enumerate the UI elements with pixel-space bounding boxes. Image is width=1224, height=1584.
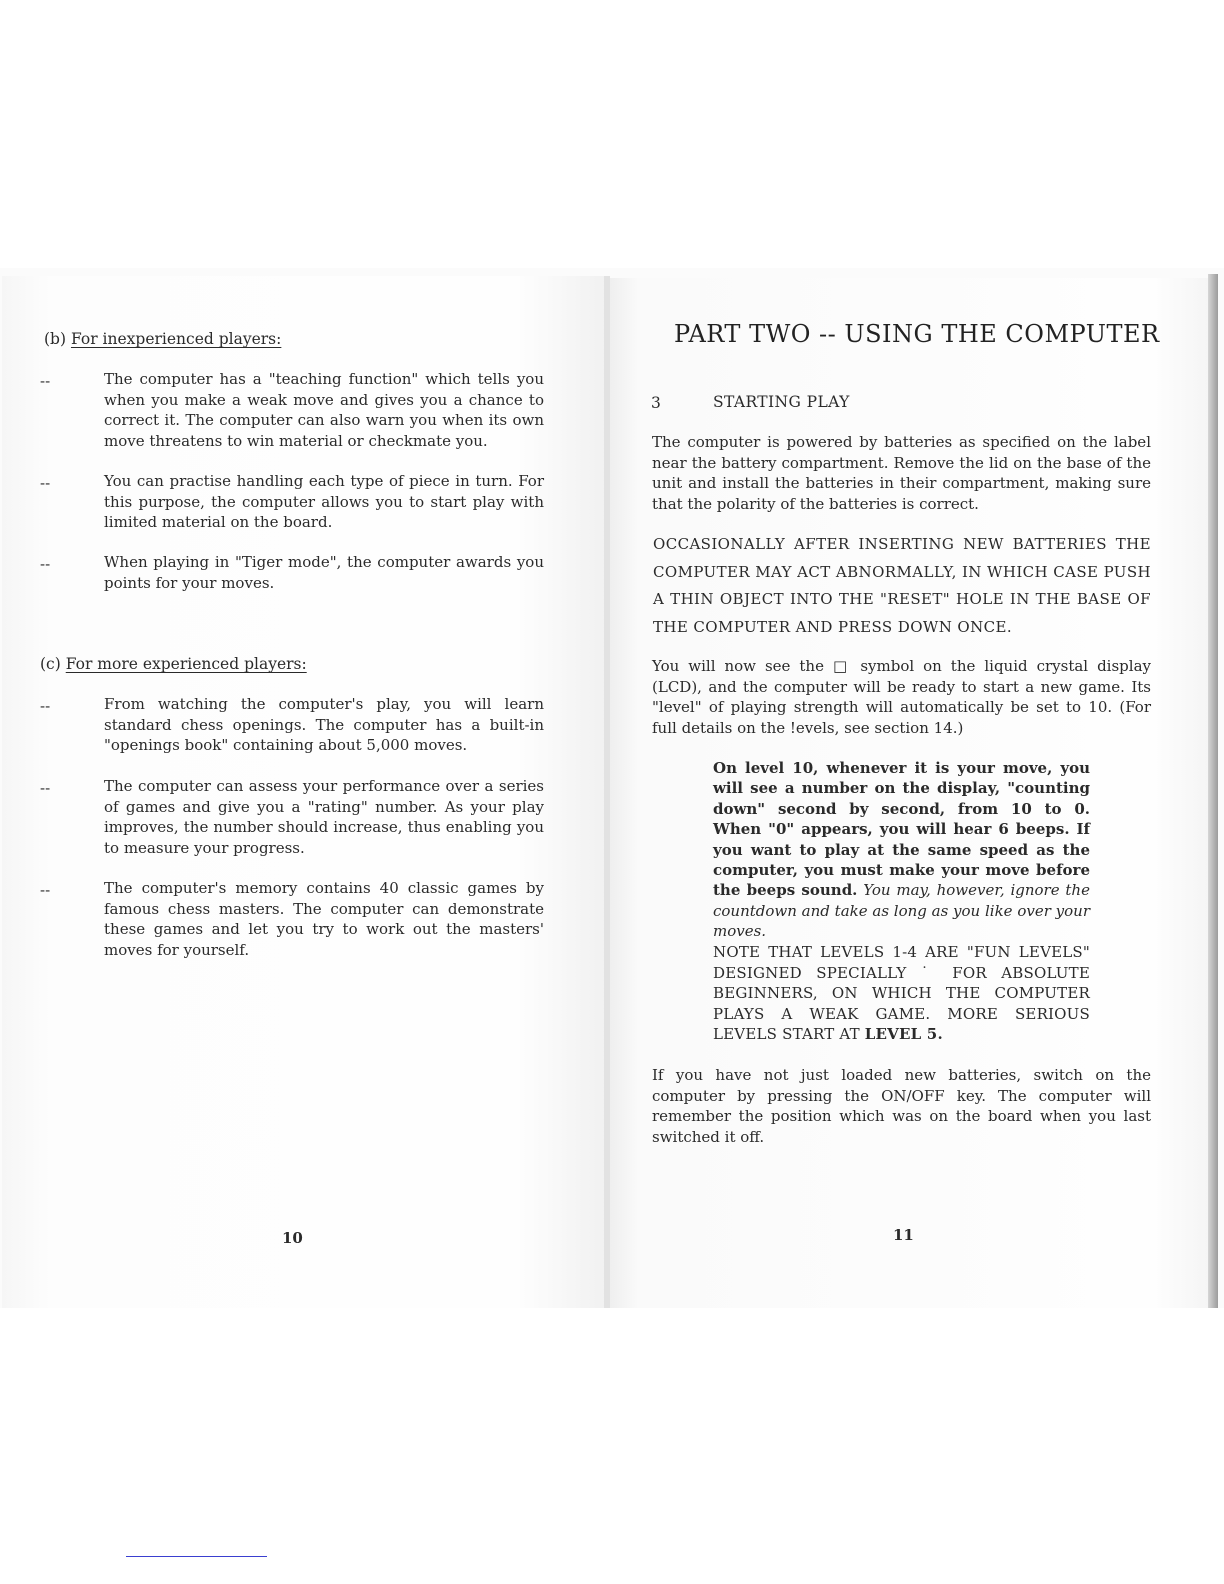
final-paragraph: If you have not just loaded new batteries, switch on the computer by pressing the ON/OFF key. The computer will remember the position which was on the board when you last switched it off.	[652, 1066, 1151, 1146]
dash-marker: --	[40, 372, 51, 390]
note-text: NOTE THAT LEVELS 1-4 ARE "FUN LEVELS" DESIGNED SPECIALLY ˙ FOR ABSOLUTE BEGINNERS, ON WHICH THE COMPUTER PLAYS A WEAK GAME. MORE SERIOUS LEVELS START AT	[713, 943, 1090, 1043]
page-number-left: 10	[282, 1229, 303, 1247]
section-b-prefix: (b)	[44, 330, 67, 348]
page-edge	[1208, 274, 1218, 1308]
warning-paragraph: OCCASIONALLY AFTER INSERTING NEW BATTERIES THE COMPUTER MAY ACT ABNORMALLY, IN WHICH CASE PUSH A THIN OBJECT INTO THE "RESET" HOLE IN THE BASE OF THE COMPUTER AND PRESS DOWN ONCE.	[653, 535, 1151, 636]
note-bold-text: LEVEL 5.	[864, 1025, 943, 1043]
section-title: STARTING PLAY	[713, 393, 850, 411]
dash-marker: --	[40, 881, 51, 899]
list-item: When playing in "Tiger mode", the computer awards you points for your moves.	[104, 553, 544, 592]
section-c-title: For more experienced players:	[65, 655, 307, 673]
list-item: The computer has a "teaching function" which tells you when you make a weak move and gives you a chance to correct it. The computer can also warn you when its own move threatens to win material or checkmate you.	[104, 370, 544, 450]
level-italic-text: You may, however, ignore the countdown and take as long as you like over your moves.	[713, 881, 1090, 941]
intro-paragraph: The computer is powered by batteries as specified on the label near the battery compartment. Remove the lid on the base of the unit and install the batteries in their compartment, making sure that the polarity of the batteries is correct.	[652, 433, 1151, 513]
dash-marker: --	[40, 474, 51, 492]
lcd-square-icon: □	[832, 657, 852, 675]
list-item: You can practise handling each type of piece in turn. For this purpose, the computer allows you to start play with limited material on the board.	[104, 472, 544, 531]
section-b-title: For inexperienced players:	[70, 330, 282, 348]
dash-marker: --	[40, 779, 51, 797]
part-title: PART TWO -- USING THE COMPUTER	[674, 320, 1160, 348]
level-paragraph	[713, 758, 1090, 942]
note-paragraph	[713, 942, 1090, 1045]
page-number-right: 11	[893, 1226, 914, 1244]
section-c-heading	[40, 655, 307, 673]
dash-marker: --	[40, 555, 51, 573]
lcd-text-start: You will now see the	[652, 657, 824, 675]
list-item: The computer's memory contains 40 classic games by famous chess masters. The computer can demonstrate these games and let you try to work out the masters' moves for yourself.	[104, 879, 544, 959]
section-c-prefix: (c)	[40, 655, 61, 673]
list-item: The computer can assess your performance over a series of games and give you a "rating" number. As your play improves, the number should increase, thus enabling you to measure your progress.	[104, 777, 544, 857]
list-item: From watching the computer's play, you will learn standard chess openings. The computer has a built-in "openings book" containing about 5,000 moves.	[104, 695, 544, 754]
lcd-text-end: symbol on the liquid crystal display (LCD), and the computer will be ready to start a new game. Its "level" of playing strength will automatically be set to 10. (For full details on the !evels, see section 14.)	[652, 657, 1151, 737]
footnote-rule	[126, 1556, 267, 1557]
dash-marker: --	[40, 697, 51, 715]
lcd-paragraph	[652, 656, 1151, 738]
section-number: 3	[651, 394, 661, 412]
page-gutter	[604, 276, 610, 1308]
section-b-heading	[44, 330, 281, 348]
level-bold-text: On level 10, whenever it is your move, you will see a number on the display, "counting down" second by second, from 10 to 0. When "0" appears, you will hear 6 beeps. If you want to play at the same speed as the computer, you must make your move before the beeps sound.	[713, 759, 1090, 900]
